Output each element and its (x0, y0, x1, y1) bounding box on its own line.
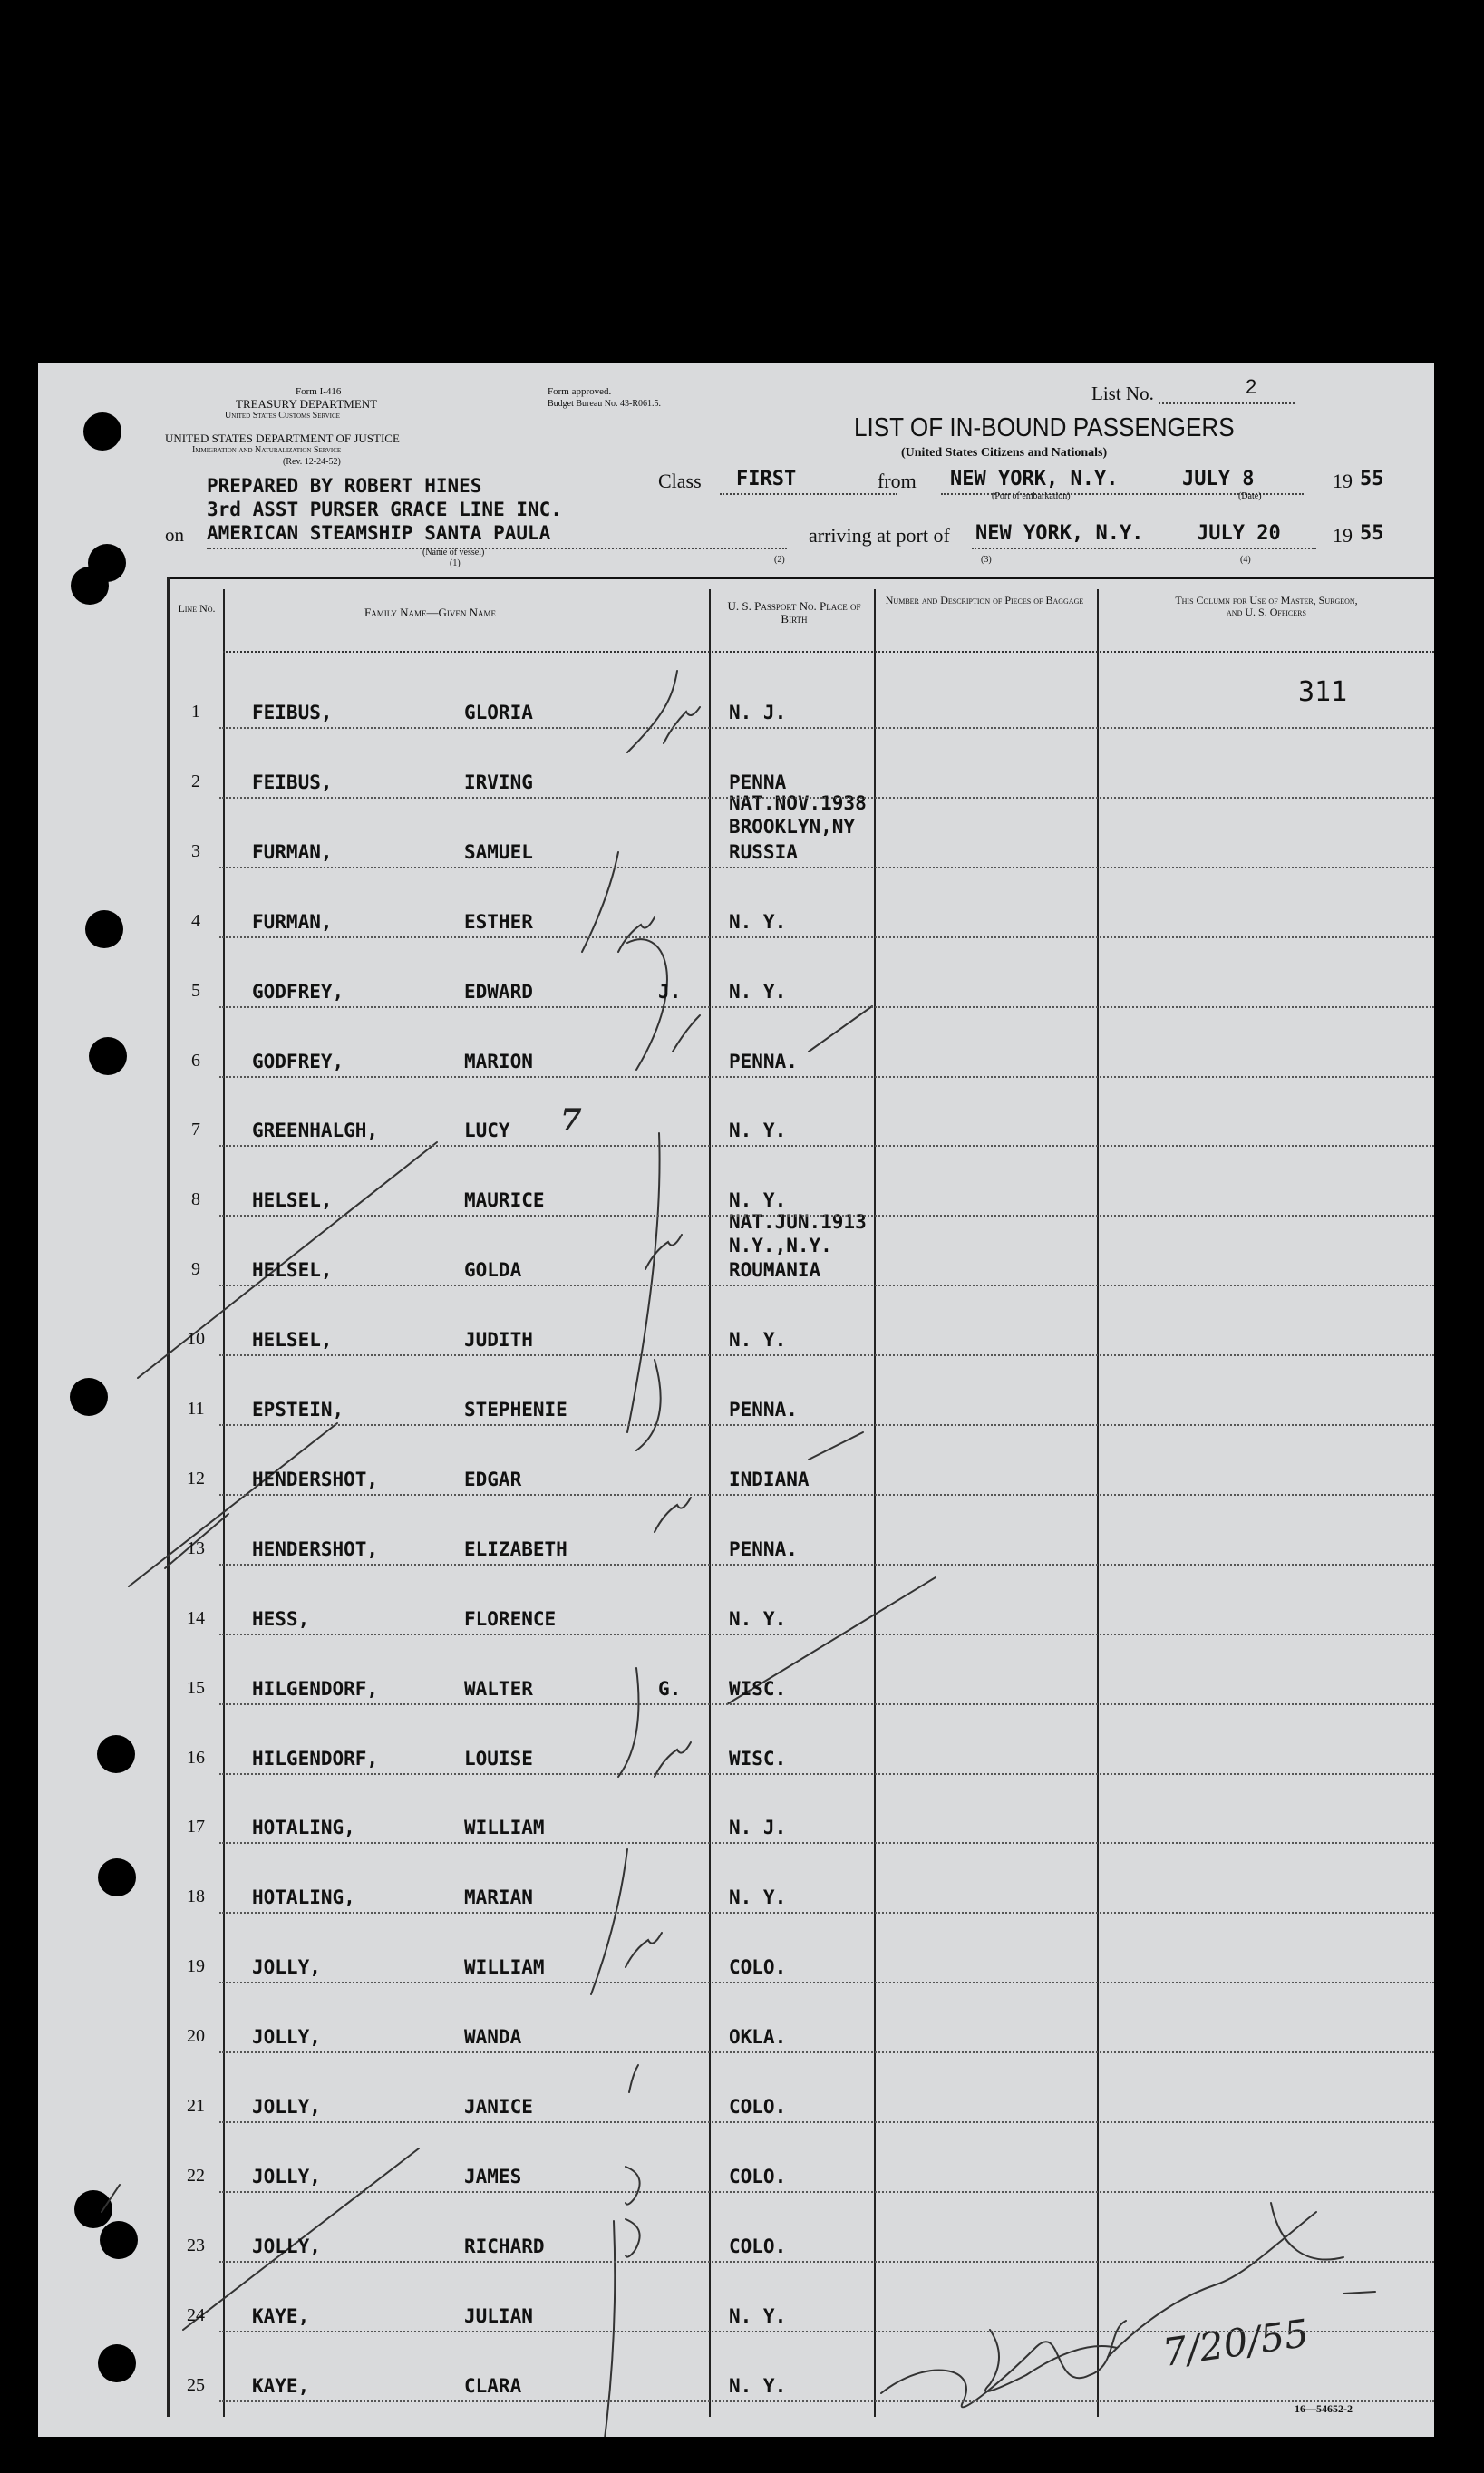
list-number-label: List No. (1091, 383, 1154, 404)
justice-department: UNITED STATES DEPARTMENT OF JUSTICE (165, 432, 400, 445)
line-number: 12 (187, 1469, 205, 1489)
place-of-birth: COLO. (729, 2096, 787, 2118)
family-name: GODFREY, (252, 1051, 344, 1072)
given-name: JULIAN (464, 2305, 533, 2327)
diagonal-line (809, 1006, 872, 1052)
line-number: 21 (187, 2096, 205, 2116)
row-leader-line (219, 797, 1434, 799)
line-number: 22 (187, 2166, 205, 2186)
checkmark-stroke (664, 707, 700, 743)
line-number: 14 (187, 1608, 205, 1628)
embarkation-date: JULY 8 (1182, 468, 1255, 490)
row-leader-line (219, 1354, 1434, 1356)
given-name: WALTER (464, 1678, 533, 1700)
diagonal-line (809, 1432, 863, 1460)
line-number: 4 (191, 911, 200, 931)
place-of-birth: PENNA. (729, 1538, 798, 1560)
handwritten-mark: 7 (560, 1102, 582, 1139)
family-name: HOTALING, (252, 1817, 355, 1838)
family-name: HESS, (252, 1608, 310, 1630)
checkmark-stroke (627, 939, 667, 1070)
line-number: 13 (187, 1538, 205, 1558)
row-leader-line (219, 2400, 1434, 2402)
family-name: JOLLY, (252, 2166, 321, 2187)
column-number-4: (4) (1240, 555, 1251, 565)
row-leader-line (219, 1842, 1434, 1844)
place-of-birth: PENNA. (729, 1051, 798, 1072)
checkmark-stroke (673, 1015, 700, 1052)
row-leader-line (219, 936, 1434, 938)
family-name: HILGENDORF, (252, 1748, 379, 1770)
line-number: 6 (191, 1051, 200, 1071)
family-name: HELSEL, (252, 1259, 333, 1281)
given-name: FLORENCE (464, 1608, 557, 1630)
column-header-name: Family Name—Given Name (364, 606, 496, 619)
family-name: GREENHALGH, (252, 1120, 379, 1141)
middle-initial: J. (658, 981, 682, 1003)
embarkation-year: 55 (1360, 468, 1384, 490)
checkmark-stroke (626, 2219, 640, 2257)
row-leader-line (219, 867, 1434, 868)
checkmark-stroke (655, 1742, 691, 1777)
checkmark-stroke (618, 917, 655, 952)
given-name: ELIZABETH (464, 1538, 567, 1560)
given-name: GOLDA (464, 1259, 522, 1281)
row-leader-line (219, 1145, 1434, 1147)
given-name: JAMES (464, 2166, 522, 2187)
place-of-birth: OKLA. (729, 2026, 787, 2048)
row-leader-line (219, 1773, 1434, 1775)
line-number: 3 (191, 841, 200, 861)
given-name: WILLIAM (464, 1956, 545, 1978)
place-of-birth: N. Y. (729, 1886, 787, 1908)
family-name: GODFREY, (252, 981, 344, 1003)
line-number: 9 (191, 1259, 200, 1279)
family-name: FEIBUS, (252, 771, 333, 793)
manifest-page (38, 363, 1434, 2437)
row-leader-line (219, 727, 1434, 729)
place-of-birth: N. Y. (729, 2375, 787, 2397)
diagonal-line (102, 2185, 120, 2212)
checkmark-stroke (627, 671, 677, 752)
vessel-name: AMERICAN STEAMSHIP SANTA PAULA (207, 522, 551, 544)
form-title: LIST OF IN-BOUND PASSENGERS (854, 413, 1235, 442)
place-of-birth: WISC. (729, 1678, 787, 1700)
checkmark-stroke (645, 1235, 682, 1269)
given-name: WANDA (464, 2026, 522, 2048)
form-number: Form I-416 (296, 386, 342, 397)
row-leader-line (219, 2051, 1434, 2053)
line-number: 11 (187, 1399, 205, 1419)
signature-stroke (881, 2321, 1126, 2407)
given-name: GLORIA (464, 702, 533, 723)
signature-stroke (1271, 2203, 1343, 2260)
budget-bureau-number: Budget Bureau No. 43-R061.5. (548, 399, 661, 409)
line-number: 2 (191, 771, 200, 791)
class-value: FIRST (736, 468, 797, 490)
family-name: EPSTEIN, (252, 1399, 344, 1421)
arrival-year: 55 (1360, 522, 1384, 545)
given-name: EDGAR (464, 1469, 522, 1490)
row-leader-line (219, 1285, 1434, 1286)
arriving-label: arriving at port of (809, 524, 950, 547)
on-label: on (165, 524, 184, 546)
line-number: 17 (187, 1817, 205, 1837)
family-name: JOLLY, (252, 2026, 321, 2048)
family-name: JOLLY, (252, 1956, 321, 1978)
place-of-birth: N. Y. (729, 911, 787, 933)
checkmark-stroke (627, 1133, 660, 1432)
immigration-service: Immigration and Naturalization Service (192, 445, 342, 455)
place-of-birth: COLO. (729, 2235, 787, 2257)
given-name: JANICE (464, 2096, 533, 2118)
line-number: 1 (191, 702, 200, 722)
purser-line: 3rd ASST PURSER GRACE LINE INC. (207, 499, 562, 520)
line-number: 23 (187, 2235, 205, 2255)
line-number: 20 (187, 2026, 205, 2046)
family-name: HENDERSHOT, (252, 1469, 379, 1490)
row-leader-line (219, 1215, 1434, 1217)
checkmark-stroke (591, 1849, 627, 1994)
place-of-birth: N. Y. (729, 1120, 787, 1141)
row-leader-line (219, 2191, 1434, 2193)
stamp-number: 311 (1298, 676, 1348, 708)
given-name: STEPHENIE (464, 1399, 567, 1421)
prepared-by: PREPARED BY ROBERT HINES (207, 475, 482, 497)
arrival-date: JULY 20 (1197, 522, 1281, 545)
place-of-birth: N. J. (729, 1817, 787, 1838)
checkmark-stroke (636, 1360, 661, 1450)
given-name: LUCY (464, 1120, 510, 1141)
place-of-birth: N. Y. (729, 2305, 787, 2327)
naturalization-place: N.Y.,N.Y. (729, 1235, 832, 1256)
embarkation-caption: (Port of embarkation) (992, 491, 1071, 501)
naturalization-place: BROOKLYN,NY (729, 816, 856, 838)
diagonal-line (129, 1423, 337, 1586)
given-name: ESTHER (464, 911, 533, 933)
line-number: 5 (191, 981, 200, 1001)
vessel-caption: (Name of vessel) (422, 548, 485, 558)
class-label: Class (658, 470, 702, 492)
given-name: IRVING (464, 771, 533, 793)
given-name: EDWARD (464, 981, 533, 1003)
column-number-3: (3) (981, 555, 992, 565)
line-number: 7 (191, 1120, 200, 1140)
column-header-line-no: Line No. (178, 602, 216, 615)
column-header-passport: U. S. Passport No. Place of Birth (727, 599, 861, 626)
arrival-year-prefix: 19 (1333, 524, 1353, 547)
family-name: HENDERSHOT, (252, 1538, 379, 1560)
line-number: 8 (191, 1189, 200, 1209)
column-number-2: (2) (774, 555, 785, 565)
form-footer-code: 16—54652-2 (1295, 2402, 1353, 2415)
place-of-birth: PENNA. (729, 1399, 798, 1421)
checkmark-stroke (655, 1498, 691, 1532)
line-number: 19 (187, 1956, 205, 1976)
revision-date: (Rev. 12-24-52) (283, 457, 341, 467)
row-leader-line (219, 1703, 1434, 1705)
family-name: HOTALING, (252, 1886, 355, 1908)
signature-date: 7/20/55 (1159, 2310, 1312, 2376)
place-of-birth: N. Y. (729, 1189, 787, 1211)
place-of-birth: INDIANA (729, 1469, 810, 1490)
place-of-birth: COLO. (729, 2166, 787, 2187)
family-name: FURMAN, (252, 841, 333, 863)
family-name: FEIBUS, (252, 702, 333, 723)
embarkation-port: NEW YORK, N.Y. (950, 468, 1119, 490)
list-number: 2 (1246, 375, 1257, 398)
line-number: 24 (187, 2305, 205, 2325)
place-of-birth: N. Y. (729, 1329, 787, 1351)
row-leader-line (219, 1424, 1434, 1426)
family-name: FURMAN, (252, 911, 333, 933)
family-name: HILGENDORF, (252, 1678, 379, 1700)
given-name: LOUISE (464, 1748, 533, 1770)
row-leader-line (219, 1634, 1434, 1635)
family-name: JOLLY, (252, 2096, 321, 2118)
form-approved: Form approved. (548, 386, 612, 397)
row-leader-line (219, 1006, 1434, 1008)
row-leader-line (219, 1912, 1434, 1914)
naturalization-note: NAT.JUN.1913 (729, 1211, 867, 1233)
checkmark-stroke (605, 2221, 615, 2437)
naturalization-note: NAT.NOV.1938 (729, 792, 867, 814)
given-name: SAMUEL (464, 841, 533, 863)
place-of-birth: PENNA (729, 771, 787, 793)
family-name: HELSEL, (252, 1189, 333, 1211)
column-header-baggage: Number and Description of Pieces of Baggage (885, 594, 1084, 606)
checkmark-stroke (618, 1668, 639, 1777)
signature-stroke (1343, 2292, 1375, 2294)
place-of-birth: N. Y. (729, 981, 787, 1003)
customs-service: United States Customs Service (225, 411, 340, 421)
line-number: 15 (187, 1678, 205, 1698)
given-name: WILLIAM (464, 1817, 545, 1838)
line-number: 18 (187, 1886, 205, 1906)
checkmark-stroke (626, 2167, 640, 2205)
place-of-birth: ROUMANIA (729, 1259, 821, 1281)
line-number: 16 (187, 1748, 205, 1768)
line-number: 25 (187, 2375, 205, 2395)
date-caption: (Date) (1238, 491, 1262, 501)
place-of-birth: N. J. (729, 702, 787, 723)
line-number: 10 (187, 1329, 205, 1349)
place-of-birth: N. Y. (729, 1608, 787, 1630)
given-name: MARIAN (464, 1886, 533, 1908)
row-leader-line (219, 1076, 1434, 1078)
year-prefix: 19 (1333, 470, 1353, 492)
form-subtitle: (United States Citizens and Nationals) (901, 446, 1108, 460)
checkmark-stroke (626, 1933, 662, 1967)
row-leader-line (219, 1564, 1434, 1566)
from-label: from (878, 470, 917, 492)
row-leader-line (219, 1982, 1434, 1983)
family-name: KAYE, (252, 2305, 310, 2327)
arrival-port: NEW YORK, N.Y. (975, 522, 1144, 545)
treasury-department: TREASURY DEPARTMENT (236, 397, 378, 411)
checkmark-stroke (629, 2065, 638, 2092)
row-leader-line (219, 1494, 1434, 1496)
given-name: MAURICE (464, 1189, 545, 1211)
given-name: RICHARD (464, 2235, 545, 2257)
place-of-birth: RUSSIA (729, 841, 798, 863)
family-name: JOLLY, (252, 2235, 321, 2257)
middle-initial: G. (658, 1678, 682, 1700)
column-number-1: (1) (450, 558, 461, 568)
row-leader-line (219, 2331, 1434, 2332)
signature-stroke (985, 2330, 1117, 2391)
place-of-birth: WISC. (729, 1748, 787, 1770)
family-name: HELSEL, (252, 1329, 333, 1351)
column-header-officers: This Column for Use of Master, Surgeon, and U. S. Officers (1175, 594, 1358, 618)
given-name: CLARA (464, 2375, 522, 2397)
row-leader-line (219, 2121, 1434, 2123)
given-name: MARION (464, 1051, 533, 1072)
row-leader-line (219, 2261, 1434, 2263)
given-name: JUDITH (464, 1329, 533, 1351)
place-of-birth: COLO. (729, 1956, 787, 1978)
family-name: KAYE, (252, 2375, 310, 2397)
